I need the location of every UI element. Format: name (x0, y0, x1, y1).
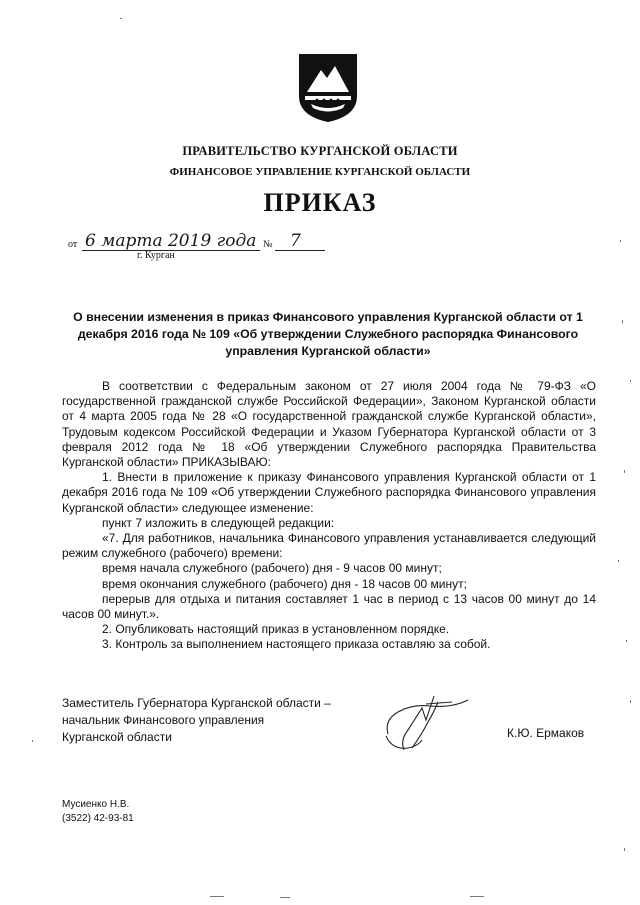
city: г. Курган (137, 250, 175, 261)
document-type: ПРИКАЗ (263, 188, 377, 217)
signer-position-line: Курганской области (62, 730, 172, 744)
department-name: ФИНАНСОВОЕ УПРАВЛЕНИЕ КУРГАНСКОЙ ОБЛАСТИ (169, 166, 471, 178)
paragraph-clause-7: «7. Для работников, начальника Финансового управления устанавливается следующий режим служебного (рабочего) времени: (62, 531, 596, 561)
paragraph-break: перерыв для отдыха и питания составляет 1 час в период с 13 часов 00 минут до 14 часов 00 минут.». (62, 591, 596, 622)
paragraph-item-3: 3. Контроль за выполнением настоящего приказа оставляю за собой. (102, 637, 491, 652)
handwritten-date: 6 марта 2019 года (85, 231, 257, 251)
government-name: ПРАВИТЕЛЬСТВО КУРГАНСКОЙ ОБЛАСТИ (182, 144, 458, 158)
from-label: от (68, 239, 78, 250)
paragraph-work-start: время начала служебного (рабочего) дня - 9 часов 00 минут; (102, 561, 442, 576)
paragraph-work-end: время окончания служебного (рабочего) дня - 18 часов 00 минут; (102, 576, 467, 591)
signer-position-line: Заместитель Губернатора Курганской области – (62, 696, 331, 710)
executor-phone: (3522) 42-93-81 (62, 813, 134, 824)
executor-name: Мусиенко Н.В. (62, 799, 130, 810)
document-title: О внесении изменения в приказ Финансового управления Курганской области от 1 декабря 2016 года № 109 «Об утверждении Служебного распорядка Финансового управления Курганской области» (73, 310, 583, 358)
paragraph-clause-intro: пункт 7 изложить в следующей редакции: (102, 515, 335, 530)
paragraph-preamble: В соответствии с Федеральным законом от 27 июля 2004 года № 79-ФЗ «О государственной гражданской службе Российской Федерации», Законом Курганской области от 4 марта 2005 года № 28 «О государственной гражданской службе Курганской области», Трудовым кодексом Российской Федерации и Указом Губернатора Курганской области от 3 февраля 2012 года № 18 «Об утверждении Служебного распорядка Правительства Курганской области» ПРИКАЗЫВАЮ: (62, 379, 596, 470)
number-label: № (263, 239, 273, 250)
signer-position-line: начальник Финансового управления (62, 713, 265, 727)
paragraph-item-2: 2. Опубликовать настоящий приказ в установленном порядке. (102, 622, 450, 637)
paragraph-item-1: 1. Внести в приложение к приказу Финансового управления Курганской области от 1 декабря 2016 года № 109 «Об утверждении Служебного распорядка Финансового управления Курганской области» следующее изменение: (62, 470, 596, 515)
handwritten-number: 7 (290, 231, 301, 251)
signer-name: К.Ю. Ермаков (507, 726, 585, 740)
